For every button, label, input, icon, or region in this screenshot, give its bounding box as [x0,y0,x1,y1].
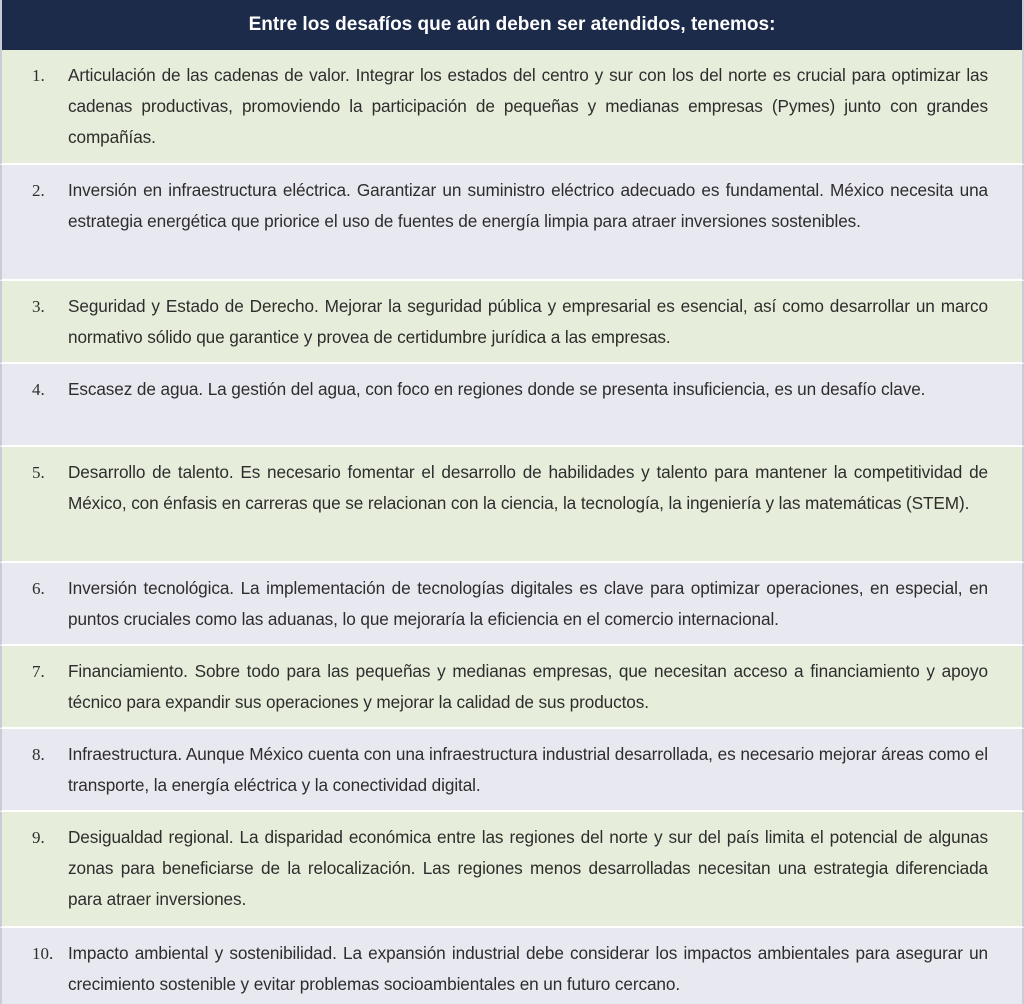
item-text: Inversión en infraestructura eléctrica. Garantizar un suministro eléctrico adecuado es fundamental. México necesita una estrategia energética que priorice el uso de fuentes de energía limpia para atraer inversiones sostenibles. [68,180,988,231]
item-number: 2. [32,181,45,200]
item-text: Desigualdad regional. La disparidad económica entre las regiones del norte y sur del país limita el potencial de algunas zonas para beneficiarse de la relocalización. Las regiones menos desarrolladas necesitan una estrategia diferenciada para atraer inversiones. [68,827,988,909]
list-item [0,364,1024,447]
item-number: 5. [32,463,45,482]
item-text: Inversión tecnológica. La implementación de tecnologías digitales es clave para optimizar operaciones, en especial, en puntos cruciales como las aduanas, lo que mejoraría la eficiencia en el comercio internacional. [68,578,988,629]
item-text: Desarrollo de talento. Es necesario fomentar el desarrollo de habilidades y talento para mantener la competitividad de México, con énfasis en carreras que se relacionan con la ciencia, la tecnología, la ingeniería y las matemáticas (STEM). [68,462,988,513]
item-text: Seguridad y Estado de Derecho. Mejorar la seguridad pública y empresarial es esencial, así como desarrollar un marco normativo sólido que garantice y provea de certidumbre jurídica a las empresas. [68,296,988,347]
item-text: Escasez de agua. La gestión del agua, con foco en regiones donde se presenta insuficiencia, es un desafío clave. [68,379,926,399]
list-item [0,563,1024,646]
item-number: 8. [32,745,45,764]
table-header: Entre los desafíos que aún deben ser atendidos, tenemos: [0,0,1024,50]
item-number: 4. [32,380,45,399]
item-text: Articulación de las cadenas de valor. Integrar los estados del centro y sur con los del norte es crucial para optimizar las cadenas productivas, promoviendo la participación de pequeñas y medianas empresas (Pymes) junto con grandes compañías. [68,65,988,147]
item-number: 1. [32,66,45,85]
list-item [0,50,1024,165]
list-item [0,812,1024,928]
item-number: 10. [32,944,54,963]
item-number: 9. [32,828,45,847]
item-number: 7. [32,662,45,681]
list-item [0,928,1024,1004]
item-number: 6. [32,579,45,598]
item-text: Infraestructura. Aunque México cuenta con una infraestructura industrial desarrollada, es necesario mejorar áreas como el transporte, la energía eléctrica y la conectividad digital. [68,744,988,795]
list-item [0,281,1024,364]
item-text: Financiamiento. Sobre todo para las pequeñas y medianas empresas, que necesitan acceso a financiamiento y apoyo técnico para expandir sus operaciones y mejorar la calidad de sus productos. [68,661,988,712]
list-item [0,729,1024,812]
item-number: 3. [32,297,45,316]
list-item [0,447,1024,563]
item-text: Impacto ambiental y sostenibilidad. La expansión industrial debe considerar los impactos ambientales para asegurar un crecimiento sostenible y evitar problemas socioambientales en un futuro cercano. [68,943,988,994]
list-item [0,646,1024,729]
list-item [0,165,1024,281]
